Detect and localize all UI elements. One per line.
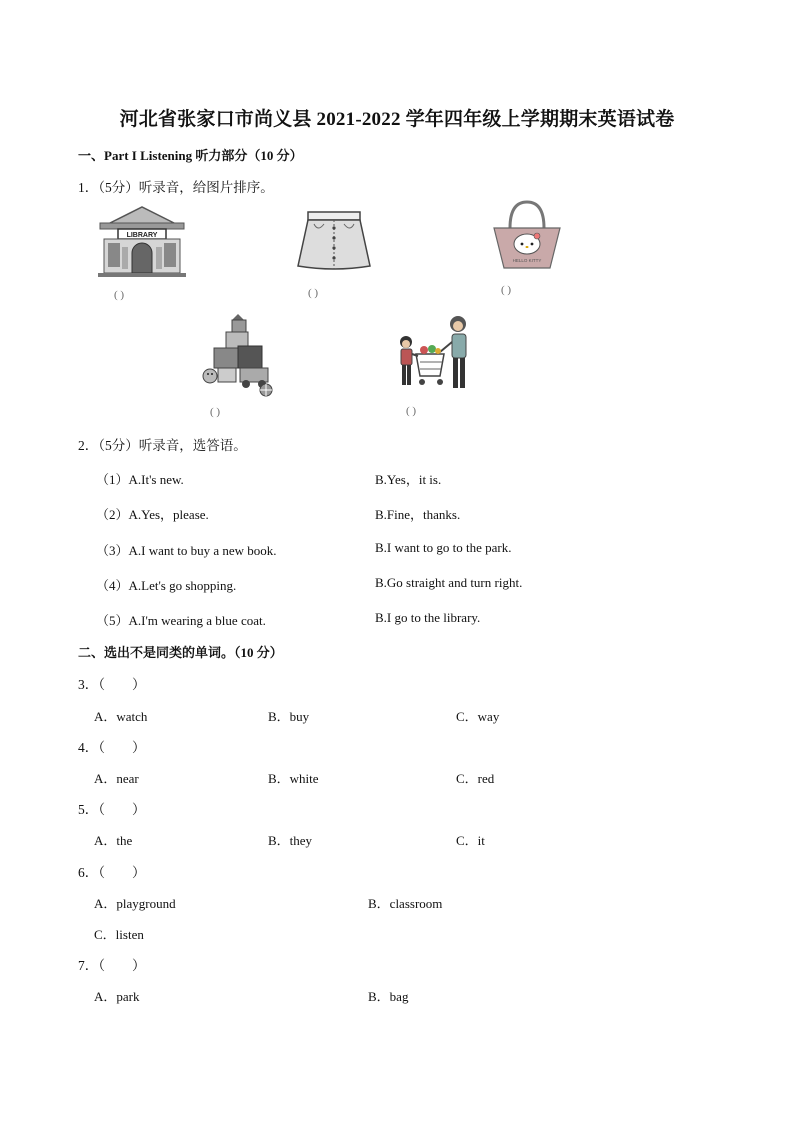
section-2-heading: 二、选出不是同类的单词。（10 分）	[78, 645, 283, 660]
q4-option-c[interactable]: C．red	[456, 771, 495, 786]
q2-item-2-option-b[interactable]: B.Fine，thanks.	[375, 507, 461, 522]
toys-blocks-icon	[200, 312, 280, 398]
question-7-number: 7．（ ）	[78, 958, 146, 973]
library-building-icon	[96, 203, 188, 277]
handbag-icon	[488, 200, 566, 272]
q5-option-b[interactable]: B．they	[268, 833, 313, 848]
q4-option-b[interactable]: B．white	[268, 771, 319, 786]
q6-option-a[interactable]: A．playground	[94, 896, 176, 911]
q2-item-3-option-b[interactable]: B.I want to go to the park.	[375, 540, 512, 555]
svg-text:LIBRARY: LIBRARY	[126, 232, 158, 239]
q6-option-c[interactable]: C．listen	[94, 927, 144, 942]
q3-option-c[interactable]: C．way	[456, 709, 500, 724]
page-title: 河北省张家口市尚义县 2021-2022 学年四年级上学期期末英语试卷	[119, 109, 675, 130]
picture-3-answer-blank[interactable]: ( )	[501, 284, 512, 296]
picture-2-answer-blank[interactable]: ( )	[308, 287, 319, 299]
q4-option-a[interactable]: A．near	[94, 771, 139, 786]
q2-item-1-option-b[interactable]: B.Yes，it is.	[375, 472, 442, 487]
question-2-prompt: 2．（5分）听录音，选答语。	[78, 438, 247, 453]
q2-item-1-option-a[interactable]: （1）A.It's new.	[96, 472, 184, 487]
q7-option-b[interactable]: B．bag	[368, 989, 409, 1004]
q5-option-a[interactable]: A．the	[94, 833, 133, 848]
q2-item-4-option-a[interactable]: （4）A.Let's go shopping.	[96, 578, 237, 593]
q2-item-2-option-a[interactable]: （2）A.Yes，please.	[96, 507, 209, 522]
q2-item-4-option-b[interactable]: B.Go straight and turn right.	[375, 575, 523, 590]
q2-item-5-option-b[interactable]: B.I go to the library.	[375, 610, 481, 625]
section-1-heading: 一、Part I Listening 听力部分（10 分）	[78, 148, 303, 163]
question-3-number: 3．（ ）	[78, 677, 146, 692]
question-4-number: 4．（ ）	[78, 740, 146, 755]
svg-text:HELLO KITTY: HELLO KITTY	[512, 258, 542, 263]
q5-option-c[interactable]: C．it	[456, 833, 485, 848]
shopping-family-icon	[392, 314, 480, 394]
question-1-prompt: 1．（5分）听录音，给图片排序。	[78, 180, 274, 195]
q7-option-a[interactable]: A．park	[94, 989, 140, 1004]
skirt-icon	[294, 210, 374, 272]
q2-item-3-option-a[interactable]: （3）A.I want to buy a new book.	[96, 543, 277, 558]
q6-option-b[interactable]: B．classroom	[368, 896, 443, 911]
question-6-number: 6．（ ）	[78, 865, 146, 880]
question-5-number: 5．（ ）	[78, 802, 146, 817]
q3-option-b[interactable]: B．buy	[268, 709, 310, 724]
q2-item-5-option-a[interactable]: （5）A.I'm wearing a blue coat.	[96, 613, 266, 628]
q3-option-a[interactable]: A．watch	[94, 709, 148, 724]
picture-5-answer-blank[interactable]: ( )	[406, 405, 417, 417]
picture-1-answer-blank[interactable]: ( )	[114, 289, 125, 301]
picture-4-answer-blank[interactable]: ( )	[210, 406, 221, 418]
